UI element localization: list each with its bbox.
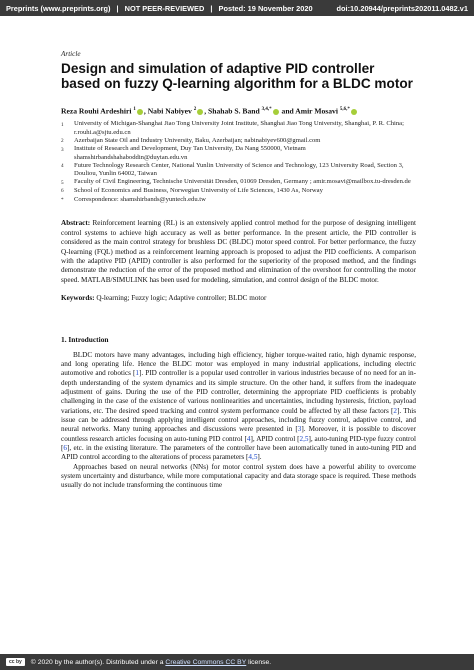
author-name: Amir Mosavi [295, 106, 338, 116]
abstract [61, 219, 416, 285]
intro-text: ], etc. in the existing literature. The parameters of the controller have been automatically tuned in auto-tuning PID and APID control according to the alterations of process parameters [ [61, 444, 416, 462]
citation-link[interactable]: 2 [393, 406, 397, 415]
affiliation-item: 6 School of Economics and Business, Norwegian University of Life Sciences, 1430 As, Norway [61, 186, 323, 195]
paper-body [61, 50, 416, 491]
doi-link[interactable]: doi:10.20944/preprints202011.0482.v1 [336, 3, 468, 13]
author-affil-sup: 5,6,* [339, 106, 350, 112]
posted-date: Posted: 19 November 2020 [218, 3, 313, 13]
affiliation-item: 3 Institute of Research and Development, Duy Tan University, Da Nang 550000, Vietnam shamshirbandshahaboddin@duytan.edu.vn [61, 145, 306, 161]
intro-text: ]. [257, 453, 262, 462]
citation-link[interactable]: 6 [63, 444, 67, 453]
keywords-text: Q-learning; Fuzzy logic; Adaptive controller; BLDC motor [96, 294, 267, 303]
license-tail: license. [248, 658, 272, 666]
license-link[interactable]: Creative Commons CC BY [165, 658, 247, 666]
citation-link[interactable]: 4,5 [248, 453, 258, 462]
abstract-text: Reinforcement learning (RL) is an extensively applied control method for the purpose of designing intelligent control systems to achieve high accuracy as well as better performance. In the present article, the PID controller is considered as the main control strategy for brushless DC (BLDC) motor speed control. For better performance, the fuzzy Q-learning (FQL) method as a reinforcement learning approach is proposed to adjust the PID coefficients. A comparison with the adaptive PID (APID) controller is also performed for the superiority of the proposed method, and the findings demonstrate the reduction of the error of the proposed method and elimination of the overshoot for controlling the motor speed. MATLAB/SIMULINK has been used for modeling, simulation, and control design of the BLDC motor. [61, 219, 416, 284]
author-list: Reza Rouhi Ardeshiri $^1$ , Nabi Nabiyev $^2$ , Shahab S. Band $^{3,4,*}$ and Amir Mosavi $^{5,6,*}$ [61, 105, 416, 117]
keywords [61, 294, 416, 303]
author-name: Reza Rouhi Ardeshiri [61, 106, 132, 116]
copyright-text: © 2020 by the author(s). Distributed under a [30, 658, 164, 666]
correspondence: * Correspondence: shamshirbands@yuntech.edu.tw [61, 195, 206, 204]
separator: | [116, 3, 119, 13]
cc-by-badge-icon[interactable]: cc by [6, 658, 25, 666]
separator: | [210, 3, 213, 13]
author-affil-sup: 2 [193, 106, 197, 112]
orcid-icon[interactable] [197, 109, 203, 115]
intro-text: ], APID control [ [250, 434, 300, 443]
intro-text: ]. This issue can be addressed through applying intelligent control approaches, including fuzzy control, adaptive control, and neural networks. Many tuning approaches and discussions were presented in [ [61, 406, 416, 434]
intro-paragraph: Approaches based on neural networks (NNs) for motor control system does have a powerful ability to overcome system uncertainty and disturbance, while more computational capacity and data storage space is required. These methods usually do not include transforming the continuous time [61, 462, 416, 490]
section-heading: 1. Introduction [61, 334, 109, 344]
intro-text: ], auto-tuning PID-type fuzzy control [ [61, 434, 416, 453]
keywords-label: Keywords: [61, 294, 95, 303]
affiliation-item: 2 Azerbaijan State Oil and Industry University, Baku, Azerbaijan; nabinabiyev600@gmail.com [61, 136, 321, 145]
review-status: NOT PEER-REVIEWED [124, 3, 205, 13]
orcid-icon[interactable] [273, 109, 279, 115]
citation-link[interactable]: 1 [135, 369, 140, 378]
citation-link[interactable]: 3 [297, 425, 302, 434]
preprint-header-bar [0, 0, 474, 16]
affiliation-item: 5 Faculty of Civil Engineering, Technische Universität Dresden, 01069 Dresden, Germany ; amir.mosavi@mailbox.tu-dresden.de [61, 178, 411, 186]
intro-text: BLDC motors have many advantages, including high efficiency, higher torque-waited ratio, high dynamic response, and long operating life. Hence the BLDC motor was employed in many industrial applications, including electric automotive and robotics [ [61, 350, 416, 378]
intro-text: ]. Moreover, it is possible to discover countless research articles focusing on auto-tuning PID control [ [61, 425, 417, 443]
citation-link[interactable]: 4 [246, 434, 251, 443]
orcid-icon[interactable] [351, 109, 357, 115]
introduction [61, 351, 416, 491]
orcid-icon[interactable] [137, 109, 143, 115]
author-name: Nabi Nabiyev [147, 106, 192, 116]
affiliation-item: 4 Future Technology Research Center, National Yunlin University of Science and Technology, 123 University Road, Section 3, Douliou, Yunlin 64002, Taiwan [61, 161, 404, 178]
paper-title: Design and simulation of adaptive PID controller based on fuzzy Q-learning algorithm for a BLDC motor [61, 61, 413, 92]
affiliations [61, 120, 416, 204]
author-affil-sup: 1 [133, 106, 136, 112]
author-name: Shahab S. Band [208, 106, 260, 116]
article-type: Article [61, 50, 81, 58]
intro-text: ]. PID controller is a popular used controller in various industries because of no need for an in-depth understanding of the system dynamics and its simple structure. On the other hand, it suffers from the inadequate adjustment of gains. During the use of the PID controller, determining the appropriate PID coefficients is probably challenging in the case of the existence of various nonlinearities and uncertainties, including hysteresis, friction, payload variations, etc. The desired speed tracking and control system performance could be affected by all these factors [ [61, 369, 416, 415]
site-link[interactable]: Preprints (www.preprints.org) [6, 3, 111, 13]
license-footer [0, 654, 474, 670]
citation-link[interactable]: 2,5 [299, 434, 309, 443]
affiliation-item: 1 University of Michigan-Shanghai Jiao Tong University Joint Institute, Shanghai Jiao Tong University, Shanghai, P. R. China; r.rouhi.a@sjtu.edu.cn [61, 120, 404, 136]
author-affil-sup: 3,4,* [261, 106, 272, 112]
intro-paragraph [61, 351, 416, 463]
abstract-label: Abstract: [61, 219, 91, 228]
